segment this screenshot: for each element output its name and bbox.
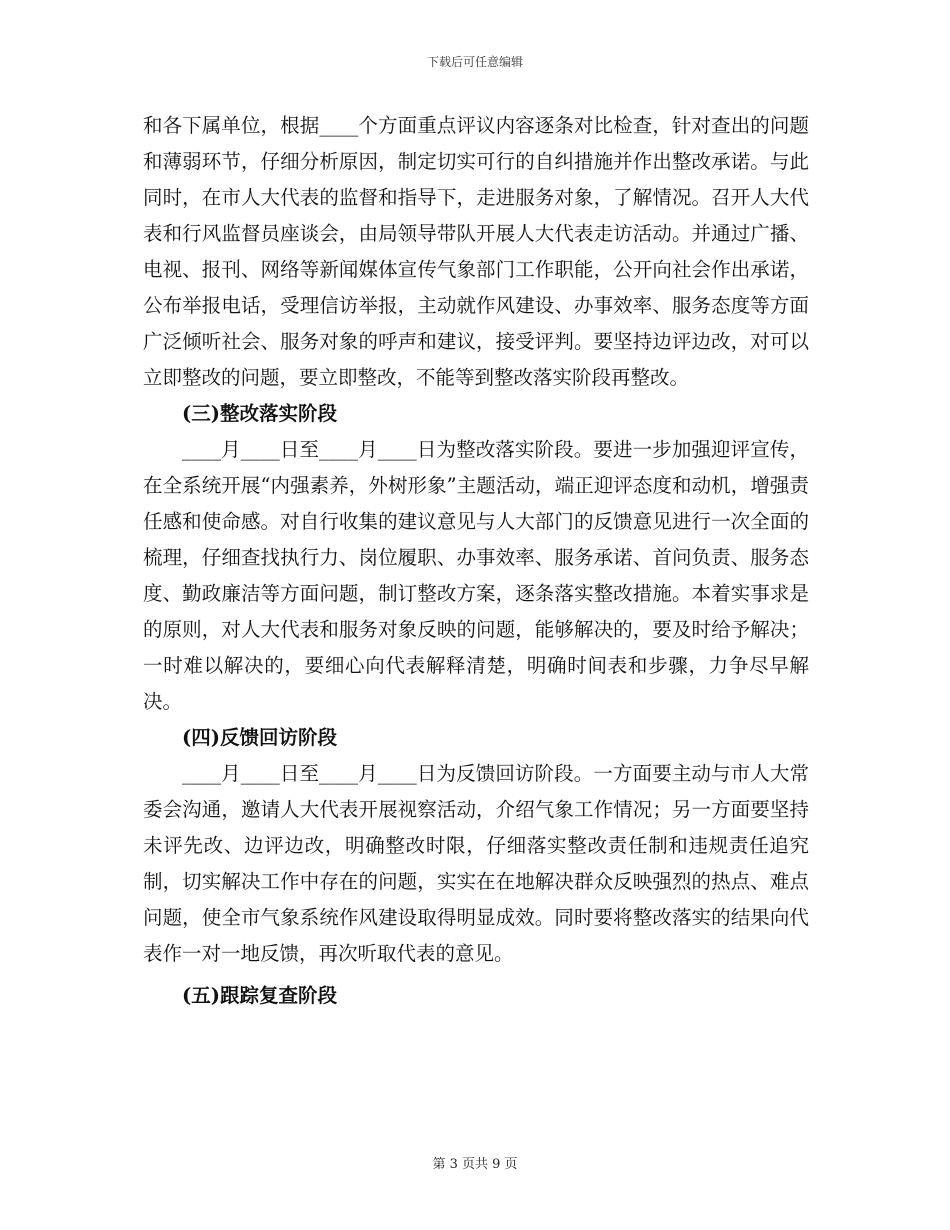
paragraph-continuation: 和各下属单位，根据____个方面重点评议内容逐条对比检查，针对查出的问题和薄弱环节，仔细分析原因，制定切实可行的自纠措施并作出整改承诺。与此同时，在市人大代表的监督和指导下，走进服务对象，了解情况。召开人大代表和行风监督员座谈会，由局领导带队开展人大代表走访活动。并通过广播、电视、报刊、网络等新闻媒体宣传气象部门工作职能，公开向社会作出承诺，公布举报电话，受理信访举报，主动就作风建设、办事效率、服务态度等方面广泛倾听社会、服务对象的呼声和建议，接受评判。要坚持边评边改，对可以立即整改的问题，要立即整改，不能等到整改落实阶段再整改。 — [143, 114, 809, 389]
paragraph-feedback: ____月____日至____月____日为反馈回访阶段。一方面要主动与市人大常委会沟通，邀请人大代表开展视察活动，介绍气象工作情况；另一方面要坚持未评先改、边评边改，明确整改时限，仔细落实整改责任制和违规责任追究制，切实解决工作中存在的问题，实实在在地解决群众反映强烈的热点、难点问题，使全市气象系统作风建设取得明显成效。同时要将整改落实的结果向代表作一对一地反馈，再次听取代表的意见。 — [143, 762, 809, 965]
section-heading-5: (五)跟踪复查阶段 — [182, 984, 337, 1007]
paragraph-rectification: ____月____日至____月____日为整改落实阶段。要进一步加强迎评宣传，在全系统开展“内强素养，外树形象”主题活动，端正迎评态度和动机，增强责任感和使命感。对自行收集的建议意见与人大部门的反馈意见进行一次全面的梳理，仔细查找执行力、岗位履职、办事效率、服务承诺、首问负责、服务态度、勤政廉洁等方面问题，制订整改方案，逐条落实整改措施。本着实事求是的原则，对人大代表和服务对象反映的问题，能够解决的，要及时给予解决；一时难以解决的，要细心向代表解释清楚，明确时间表和步骤，力争尽早解决。 — [143, 438, 809, 713]
page-header: 下载后可任意编辑 — [426, 55, 523, 69]
section-heading-3: (三)整改落实阶段 — [182, 402, 337, 425]
document-body — [143, 108, 809, 1014]
section-heading-4: (四)反馈回访阶段 — [182, 726, 337, 749]
page-number: 第 3 页共 9 页 — [432, 1157, 518, 1172]
